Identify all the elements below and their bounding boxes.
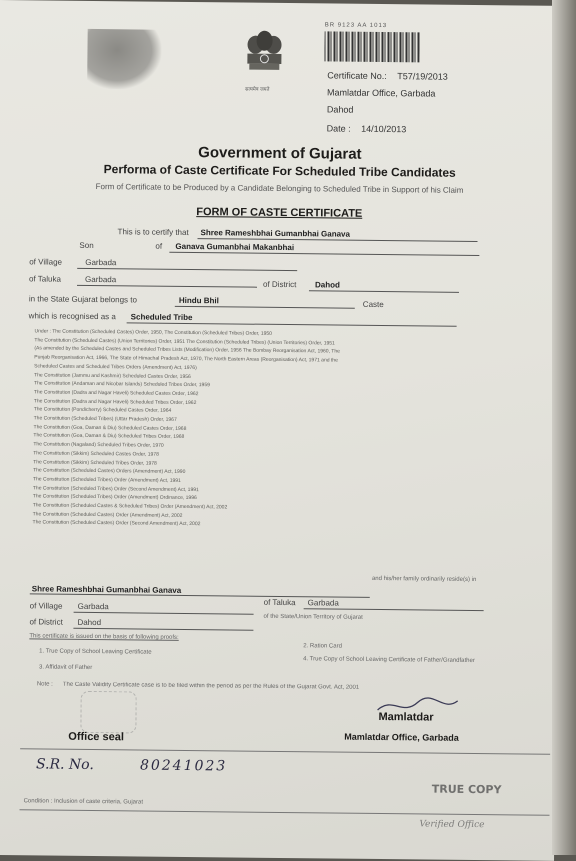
- taluka-value: Garbada: [85, 274, 117, 285]
- certificate-no-value: T57/19/2013: [397, 71, 448, 82]
- footer-text: Condition : Inclusion of caste criteria, Gujarat: [23, 798, 144, 806]
- office-seal-label: Office seal: [68, 730, 124, 744]
- taluka-label: of Taluka: [29, 274, 62, 284]
- father-value: Ganava Gumanbhai Makanbhai: [175, 241, 295, 253]
- basis-label: This certificate is issued on the basis of following proofs:: [29, 633, 179, 641]
- order-line: The Constitution (Pondicherry) Scheduled Castes Order, 1964: [33, 406, 172, 415]
- barcode-text: BR 9123 AA 1013: [324, 22, 388, 30]
- order-line: Scheduled Castes and Scheduled Tribes Orders (Amendment) Act, 1976): [34, 363, 197, 371]
- order-line: The Constitution (Sikkim) Scheduled Tribes Order, 1978: [33, 458, 157, 467]
- family-label: and his/her family ordinarily reside(s) in: [371, 575, 477, 584]
- mamlatdar-title: Mamlatdar: [378, 711, 434, 724]
- order-line: The Constitution (Scheduled Castes) Orders (Amendment) Act, 1990: [33, 467, 186, 476]
- recognised-value: Scheduled Tribe: [130, 312, 193, 323]
- order-line: The Constitution (Dadra and Nagar Haveli) Scheduled Castes Order, 1962: [33, 389, 199, 398]
- order-line: The Constitution (Andaman and Nicobar Islands) Scheduled Tribes Order, 1959: [33, 380, 210, 389]
- order-line: The Constitution (Scheduled Castes) Order (Second Amendment) Act, 2002: [32, 519, 201, 528]
- proof-2: 2. Ration Card: [303, 643, 342, 650]
- res-district-value: Dahod: [77, 617, 102, 628]
- page-subtitle: Performa of Caste Certificate For Scheduled Tribe Candidates: [103, 162, 456, 180]
- office-seal-stamp: [80, 691, 136, 734]
- village-label: of Village: [29, 257, 63, 267]
- caste-value: Hindu Bhil: [178, 295, 219, 306]
- office-line: Mamlatdar Office, Garbada: [326, 87, 436, 99]
- date-row: [327, 123, 407, 134]
- form-title: FORM OF CASTE CERTIFICATE: [196, 206, 363, 220]
- proof-4: 4. True Copy of School Leaving Certificate of Father/Grandfather: [303, 656, 475, 665]
- district-value: Dahod: [314, 280, 340, 290]
- order-line: The Constitution (Scheduled Castes) Order (Amendment) Act, 2002: [32, 511, 183, 519]
- order-line: The Constitution (Scheduled Castes & Scheduled Tribes) Order (Amendment) Act, 2002: [32, 502, 228, 511]
- certificate-no-row: [327, 70, 448, 81]
- certificate-no-label: Certificate No.:: [327, 70, 387, 82]
- order-line: The Constitution (Scheduled Castes) (Union Territories) Order, 1951 The Constitution (Scheduled Tribes) (Union Territories) Order, 1951: [34, 337, 335, 347]
- order-line: The Constitution (Scheduled Tribes) (Uttar Pradesh) Order, 1967: [33, 415, 177, 423]
- village-value: Garbada: [85, 257, 117, 268]
- order-line: Punjab Reorganisation Act, 1966, The State of Himachal Pradesh Act, 1970, The North Eastern Areas (Reorganisation) Act, 1971 and the: [34, 354, 338, 364]
- national-emblem-icon: [239, 27, 290, 86]
- verified-stamp: Verified Office: [419, 819, 485, 831]
- son-label: Son: [79, 240, 94, 250]
- order-line: The Constitution (Goa, Daman & Diu) Scheduled Tribes Order, 1968: [33, 432, 185, 441]
- of-label: of: [155, 241, 163, 251]
- proof-1: 1. True Copy of School Leaving Certificate: [39, 648, 152, 656]
- mamlatdar-office: Mamlatdar Office, Garbada: [344, 731, 459, 743]
- order-line: The Constitution (Scheduled Tribes) Order (Amendment) Ordinance, 1996: [32, 493, 197, 502]
- proof-3: 3. Affidavit of Father: [38, 664, 93, 672]
- res-district-label: of District: [29, 617, 63, 627]
- date-value: 14/10/2013: [361, 123, 407, 135]
- barcode: [324, 31, 419, 62]
- portrait-image: [87, 29, 162, 90]
- res-taluka-value: Garbada: [307, 598, 339, 608]
- state-label: in the State Gujarat belongs to: [28, 294, 137, 305]
- order-line: The Constitution (Nagaland) Scheduled Tribes Order, 1970: [33, 441, 164, 449]
- handwritten-number: 80241023: [139, 757, 228, 775]
- certify-label: This is to certify that: [117, 227, 189, 237]
- note-label: Note :: [36, 681, 53, 688]
- res-state-label: of the State/Union Territory of Gujarat: [263, 613, 363, 621]
- res-village-value: Garbada: [77, 601, 109, 612]
- order-line: The Constitution (Sikkim) Scheduled Castes Order, 1978: [33, 450, 159, 458]
- order-line: The Constitution (Jammu and Kashmir) Scheduled Castes Order, 1956: [34, 371, 191, 380]
- order-line: The Constitution (Scheduled Tribes) Order (Amendment) Act, 1991: [32, 476, 181, 484]
- orders-list: [32, 327, 524, 532]
- district-label: of District: [262, 279, 297, 290]
- order-line: The Constitution (Scheduled Tribes) Order (Second Amendment) Act, 1991: [32, 485, 199, 493]
- res-village-label: of Village: [29, 601, 63, 611]
- true-copy-stamp: TRUE COPY: [431, 782, 502, 797]
- order-line: (As amended by the Scheduled Castes and Scheduled Tribes Lists (Modification) Order, 1956 The Bombay Reorganisation Act, 1960, The: [34, 345, 340, 355]
- order-line: Under : The Constitution (Scheduled Castes) Order, 1950, The Constitution (Scheduled Tribes) Order, 1950: [34, 328, 273, 337]
- page-title: Government of Gujarat: [198, 144, 362, 163]
- note-text: The Caste Validity Certificate case is to be filed within the period as per the Rules of the Gujarat Govt. Act, 2001: [62, 681, 360, 691]
- recognised-label: which is recognised as a: [28, 311, 116, 322]
- form-note: Form of Certificate to be Produced by a Candidate Belonging to Scheduled Tribe in Support of his Claim: [95, 182, 464, 195]
- order-line: The Constitution (Goa, Daman & Diu) Scheduled Castes Order, 1968: [33, 424, 187, 432]
- res-name-value: Shree Rameshbhai Gumanbhai Ganava: [31, 584, 182, 595]
- caste-label: Caste: [362, 299, 384, 310]
- order-line: The Constitution (Dadra and Nagar Haveli) Scheduled Tribes Order, 1962: [33, 398, 197, 406]
- header-district: Dahod: [326, 104, 354, 115]
- emblem-caption: सत्यमेव जयते: [245, 86, 270, 93]
- date-label: Date :: [326, 123, 351, 134]
- name-value: Shree Rameshbhai Gumanbhai Ganava: [200, 228, 351, 239]
- background-edge: [552, 0, 576, 855]
- handwritten-sr-no: S.R. No.: [35, 756, 94, 774]
- res-taluka-label: of Taluka: [263, 597, 296, 608]
